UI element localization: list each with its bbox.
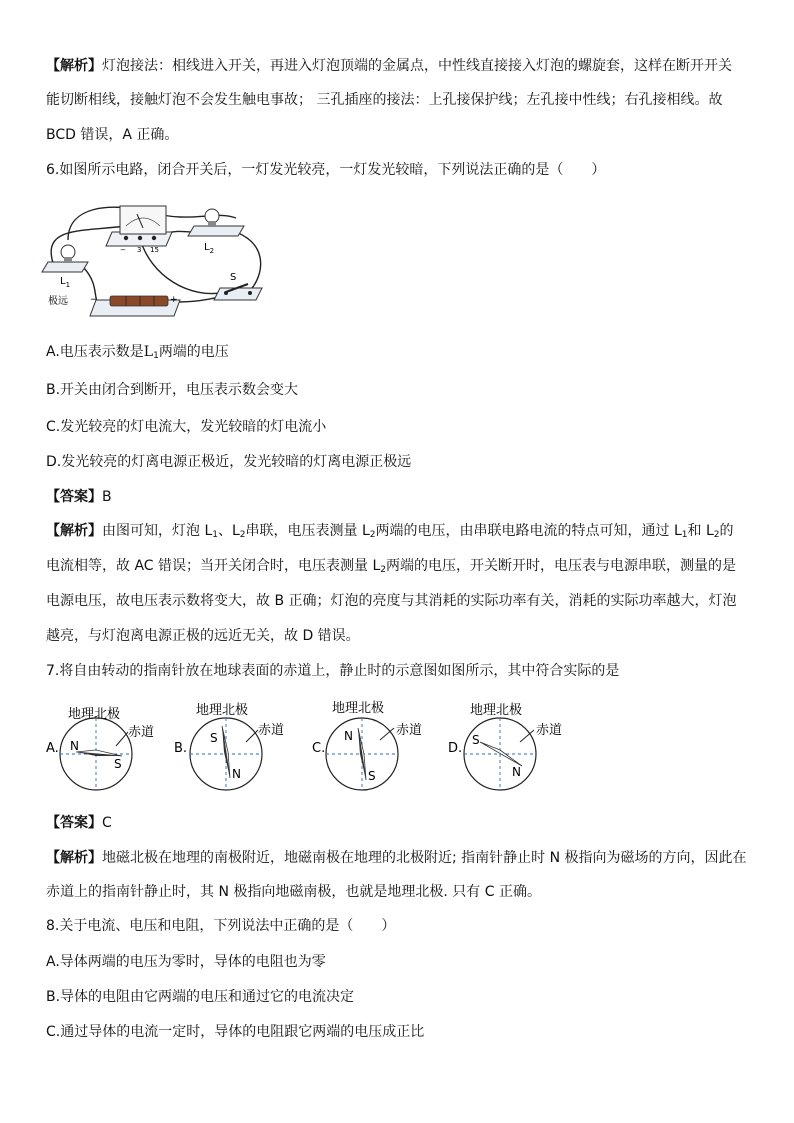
compass-d-north-label: 地理北极 xyxy=(470,703,523,718)
q6-analysis-line4: 越亮，与灯泡离电源正极的远近无关，故 D 错误。 xyxy=(46,628,360,644)
q6-option-c: C.发光较亮的灯电流大，发光较暗的灯电流小 xyxy=(46,419,327,435)
q6-analysis-line3: 电源电压，故电压表示数将变大，故 B 正确；灯泡的亮度与其消耗的实际功率有关，消耗的实际功率越大，灯泡 xyxy=(46,593,737,609)
analysis-tag: 【解析】 xyxy=(46,58,102,74)
q6-option-d: D.发光较亮的灯离电源正极近，发光较暗的灯离电源正极远 xyxy=(46,454,412,470)
q6-stem: 6.如图所示电路，闭合开关后，一灯发光较亮，一灯发光较暗，下列说法正确的是（ ） xyxy=(46,162,606,178)
q5-analysis-line3: BCD 错误，A 正确。 xyxy=(46,127,179,143)
q8-stem: 8.关于电流、电压和电阻，下列说法中正确的是（ ） xyxy=(46,918,396,934)
compass-c-s: S xyxy=(368,769,376,783)
compass-b-n: N xyxy=(232,767,241,781)
compass-d-option: D. xyxy=(448,741,463,756)
compass-c-north-label: 地理北极 xyxy=(332,701,385,716)
q5-analysis-line1 xyxy=(46,56,732,76)
label-s: S xyxy=(230,272,237,283)
compass-c-n: N xyxy=(344,729,353,743)
compass-d-n: N xyxy=(512,765,521,779)
compass-b-north-label: 地理北极 xyxy=(196,703,249,718)
q5-analysis-line2: 能切断相线，接触灯泡不会发生触电事故； 三孔插座的接法：上孔接保护线；左孔接中性线；右孔接相线。故 xyxy=(46,92,723,108)
compass-b-s: S xyxy=(210,731,218,745)
q6-option-b: B.开关由闭合到断开，电压表示数会变大 xyxy=(46,382,299,398)
circuit-diagram xyxy=(40,196,270,326)
label-far: 极远 xyxy=(48,296,68,307)
compass-a-north-label: 地理北极 xyxy=(68,707,121,722)
meter-terminal-3: 3 xyxy=(137,246,142,254)
q5-analysis-text1: 灯泡接法：相线进入开关，再进入灯泡顶端的金属点，中性线直接接入灯泡的螺旋套，这样在断开开关 xyxy=(102,58,732,74)
lamp-l2 xyxy=(188,209,244,255)
meter-terminal-minus: − xyxy=(120,246,126,254)
compass-c-option: C. xyxy=(312,741,326,756)
q7-stem: 7.将自由转动的指南针放在地球表面的赤道上，静止时的示意图如图所示，其中符合实际的是 xyxy=(46,663,620,679)
lamp-l1 xyxy=(42,245,88,307)
compass-a-equator-label: 赤道 xyxy=(128,725,155,740)
label-l1: $L_1$ xyxy=(60,276,71,289)
compass-b xyxy=(174,702,284,790)
q7-analysis-line1: 【解析】地磁北极在地理的南极附近，地磁南极在地理的北极附近; 指南针静止时 N 极指向为磁场的方向，因此在 xyxy=(46,850,747,866)
compass-d-s: S xyxy=(472,733,480,747)
q8-option-b: B.导体的电阻由它两端的电压和通过它的电流决定 xyxy=(46,989,355,1005)
q6-option-a: A.电压表示数是$L_1$两端的电压 xyxy=(46,344,229,361)
meter-terminal-15: 15 xyxy=(150,246,159,254)
compass-c xyxy=(312,700,422,790)
q7-analysis-line2: 赤道上的指南针静止时，其 N 极指向地磁南极，也就是地理北极. 只有 C 正确。 xyxy=(46,884,541,900)
compass-d-equator-label: 赤道 xyxy=(536,723,563,738)
switch-s xyxy=(214,272,262,300)
q8-option-a: A.导体两端的电压为零时，导体的电阻也为零 xyxy=(46,954,326,970)
compass-options xyxy=(44,696,584,806)
battery xyxy=(90,295,180,316)
compass-b-equator-label: 赤道 xyxy=(258,723,285,738)
compass-b-option: B. xyxy=(174,741,188,756)
compass-a-s: S xyxy=(114,757,122,771)
q6-analysis-line2: 电流相等，故 AC 错误；当开关闭合时，电压表测量 $L_2$两端的电压，开关断开时，电压表与电源串联，测量的是 xyxy=(46,558,736,575)
battery-plus: + xyxy=(170,295,178,305)
battery-minus: − xyxy=(90,295,98,305)
compass-a-n: N xyxy=(70,739,79,753)
compass-a-option: A. xyxy=(46,741,59,756)
q7-answer: 【答案】C xyxy=(46,815,112,831)
compass-a xyxy=(46,706,154,790)
q6-answer: 【答案】B xyxy=(46,489,112,505)
compass-c-equator-label: 赤道 xyxy=(396,723,423,738)
q8-option-c: C.通过导体的电流一定时，导体的电阻跟它两端的电压成正比 xyxy=(46,1024,425,1040)
voltmeter xyxy=(106,206,172,254)
compass-d xyxy=(448,702,562,790)
label-l2: $L_2$ xyxy=(204,242,215,255)
wire-l2-switch xyxy=(236,232,261,288)
q6-analysis-line1: 【解析】由图可知，灯泡 $L_1$、$L_2$串联，电压表测量 $L_2$两端的电压，由串联电路电流的特点可知，通过 $L_1$和 $L_2$的 xyxy=(46,523,734,540)
